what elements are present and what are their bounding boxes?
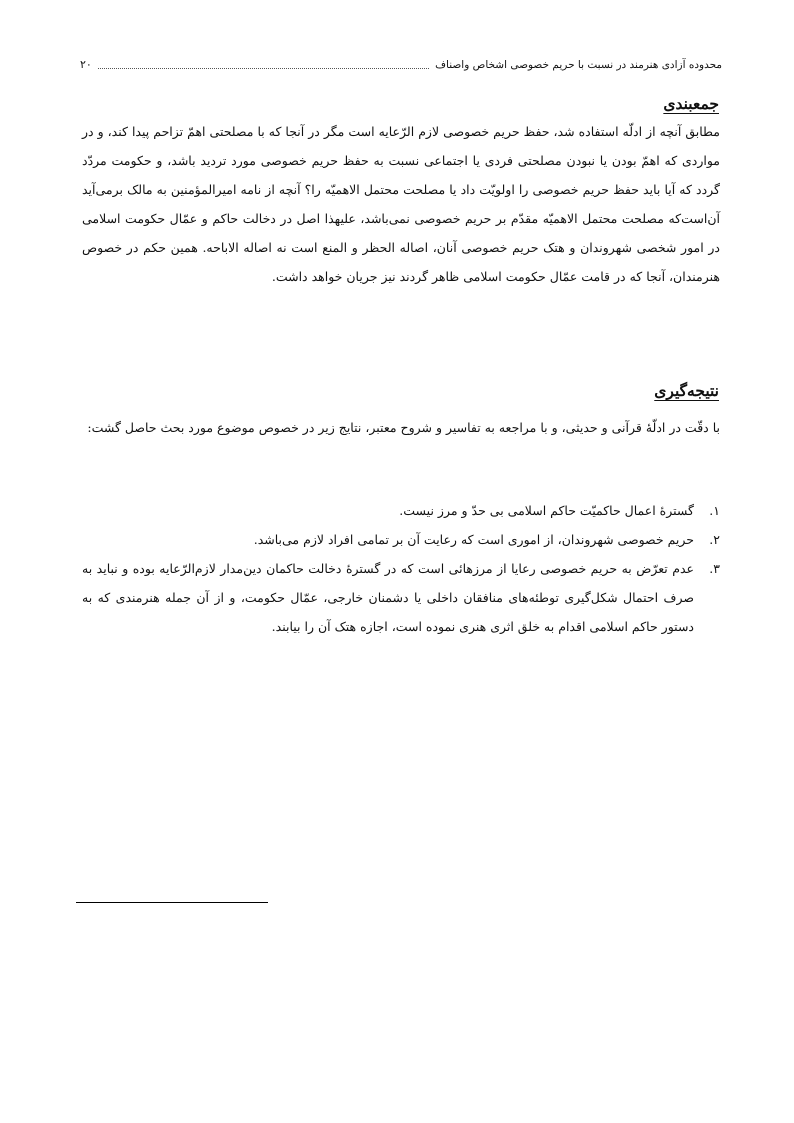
list-item	[82, 496, 720, 525]
list-item-number: ۳.	[709, 561, 720, 576]
list-item	[82, 554, 720, 641]
list-item-number: ۱.	[709, 503, 720, 518]
footnote-separator	[76, 902, 268, 903]
page-number: ۲۰	[80, 58, 92, 71]
running-header	[80, 48, 722, 72]
summary-paragraph: مطابق آنچه از ادلّه استفاده شد، حفظ حریم خصوصی لازم الرّعایه است مگر در آنجا که با مصلحتی اهمّ تزاحم پیدا کند، و در مواردی که اهمّ بودن یا نبودن مصلحتی فردی یا اجتماعی نسبت به حفظ حریم خصوصی مورد تردید باشد، و حکومت مردّد گردد که آیا باید حفظ حریم خصوصی را اولویّت داد یا مصلحت محتمل الاهمیّه را؟ آنچه از نامه امیرالمؤمنین به مالک برمی‌آید آن‌است‌که مصلحت محتمل الاهمیّه مقدّم بر حریم خصوصی نمی‌باشد، علیهذا اصل در دخالت حاکم و عمّال حکومت اسلامی در امور شخصی شهروندان و هتک حریم خصوصی آنان، اصاله الحظر و المنع است نه اصاله الاباحه. همین حکم در خصوص هنرمندان، آنجا که در قامت عمّال حکومت اسلامی ظاهر گردند نیز جریان خواهد داشت.	[82, 124, 720, 284]
list-item-text: عدم تعرّض به حریم خصوصی رعایا از مرزهائی است که در گسترهٔ دخالت حاکمان دین‌مدار لازم‌الرّعایه بوده و نباید به صرف احتمال شکل‌گیری توطئه‌های منافقان داخلی یا دشمنان خارجی، عمّال حکومت، و از آن جمله هنرمندی که به دستور حاکم اسلامی اقدام به خلق اثری هنری نموده است، اجازه هتک آن را بیابند.	[82, 561, 694, 634]
list-item-number: ۲.	[709, 532, 720, 547]
conclusion-list	[82, 496, 720, 641]
header-dot-leader	[98, 67, 429, 69]
summary-heading: جمعبندی	[663, 94, 719, 113]
header-title: محدوده آزادی هنرمند در نسبت با حریم خصوصی اشخاص واصناف	[435, 59, 722, 71]
conclusion-intro: با دقّت در ادلّهٔ قرآنی و حدیثی، و با مراجعه به تفاسیر و شروح معتبر، نتایج زیر در خصوص موضوع مورد بحث حاصل گشت:	[87, 420, 720, 435]
conclusion-heading: نتیجه‌گیری	[654, 381, 719, 400]
list-item-text: گسترهٔ اعمال حاکمیّت حاکم اسلامی بی حدّ و مرز نیست.	[399, 503, 694, 518]
list-item	[82, 525, 720, 554]
list-item-text: حریم خصوصی شهروندان، از اموری است که رعایت آن بر تمامی افراد لازم می‌باشد.	[253, 532, 694, 547]
